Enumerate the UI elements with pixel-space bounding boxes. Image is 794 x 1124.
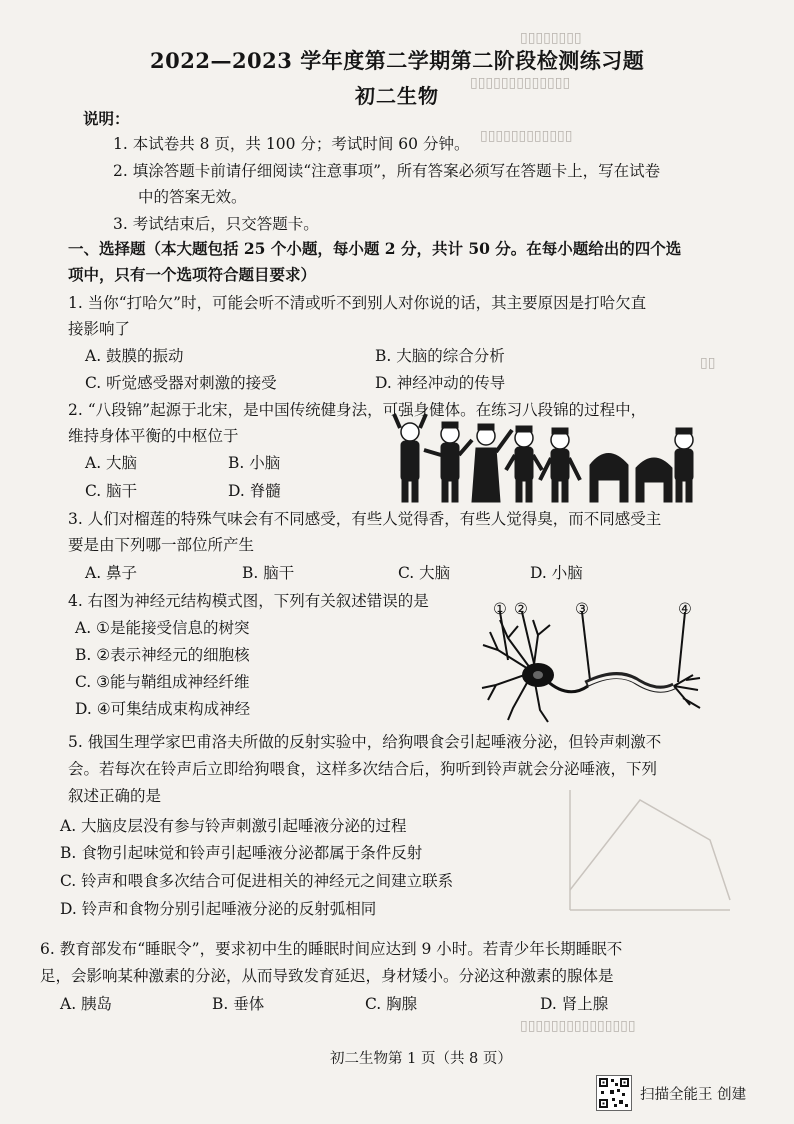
q4-option-a: A. ①是能接受信息的树突 (75, 619, 250, 637)
q1-option-c: C. 听觉感受器对刺激的接受 (85, 374, 277, 392)
scanner-watermark: 扫描全能王 创建 (640, 1087, 747, 1103)
q6-option-a: A. 胰岛 (60, 995, 113, 1013)
q1-option-b: B. 大脑的综合分析 (375, 347, 505, 365)
instruction-1: 1. 本试卷共 8 页，共 100 分；考试时间 60 分钟。 (113, 135, 470, 153)
instruction-3: 3. 考试结束后，只交答题卡。 (113, 215, 319, 233)
q5-option-c: C. 铃声和喂食多次结合可促进相关的神经元之间建立联系 (60, 872, 454, 890)
q4-stem: 4. 右图为神经元结构模式图，下列有关叙述错误的是 (68, 592, 429, 610)
q1-stem-cont: 接影响了 (68, 320, 131, 338)
q3-stem: 3. 人们对榴莲的特殊气味会有不同感受，有些人觉得香，有些人觉得臭，而不同感受主 (68, 510, 662, 528)
section-heading-cont: 项中，只有一个选项符合题目要求） (68, 265, 317, 284)
subject-title: 初二生物 (355, 84, 439, 108)
instructions-label: 说明： (83, 109, 130, 128)
qr-code-icon (596, 1075, 632, 1111)
q2-option-d: D. 脊髓 (228, 482, 281, 500)
q5-option-b: B. 食物引起味觉和铃声引起唾液分泌都属于条件反射 (60, 844, 423, 862)
q4-option-d: D. ④可集结成束构成神经 (75, 700, 251, 718)
q4-option-c: C. ③能与鞘组成神经纤维 (75, 673, 250, 691)
q2-option-c: C. 脑干 (85, 482, 138, 500)
instruction-2-cont: 中的答案无效。 (138, 188, 247, 206)
neuron-label-1: ① (493, 600, 507, 618)
q3-option-d: D. 小脑 (530, 564, 583, 582)
page-footer: 初二生物第 1 页（共 8 页） (330, 1051, 512, 1067)
exam-title: 2022—2023 学年度第二学期第二阶段检测练习题 (150, 48, 645, 73)
baduanjin-figures-illustration (388, 410, 698, 510)
q2-option-a: A. 大脑 (85, 454, 138, 472)
q2-stem-cont: 维持身体平衡的中枢位于 (68, 427, 239, 445)
q5-option-d: D. 铃声和食物分别引起唾液分泌的反射弧相同 (60, 900, 377, 918)
section-heading: 一、选择题（本大题包括 25 个小题，每小题 2 分，共计 50 分。在每小题给出的四个选 (68, 239, 682, 258)
q3-option-c: C. 大脑 (398, 564, 451, 582)
q5-stem-cont2: 叙述正确的是 (68, 787, 162, 805)
q1-option-a: A. 鼓膜的振动 (85, 347, 184, 365)
q3-stem-cont: 要是由下列哪一部位所产生 (68, 536, 255, 554)
q3-option-a: A. 鼻子 (85, 564, 138, 582)
q3-option-b: B. 脑干 (242, 564, 295, 582)
bleed-through: ▯▯▯▯▯▯▯▯▯▯▯▯▯ (470, 75, 571, 91)
q6-option-c: C. 胸腺 (365, 995, 418, 1013)
q6-stem: 6. 教育部发布“睡眠令”，要求初中生的睡眠时间应达到 9 小时。若青少年长期睡眠不 (40, 940, 623, 958)
q5-option-a: A. 大脑皮层没有参与铃声刺激引起唾液分泌的过程 (60, 817, 407, 835)
neuron-label-3: ③ (575, 600, 589, 618)
bleed-through: ▯▯▯▯▯▯▯▯ (520, 30, 582, 46)
q1-stem: 1. 当你“打哈欠”时，可能会听不清或听不到别人对你说的话，其主要原因是打哈欠直 (68, 294, 647, 312)
q5-stem: 5. 俄国生理学家巴甫洛夫所做的反射实验中，给狗喂食会引起唾液分泌，但铃声刺激不 (68, 733, 662, 751)
q2-option-b: B. 小脑 (228, 454, 281, 472)
bleed-through-graph (560, 780, 740, 920)
q5-stem-cont: 会。若每次在铃声后立即给狗喂食，这样多次结合后，狗听到铃声就会分泌唾液，下列 (68, 760, 658, 778)
q6-option-b: B. 垂体 (212, 995, 265, 1013)
neuron-diagram (478, 590, 708, 725)
q1-option-d: D. 神经冲动的传导 (375, 374, 506, 392)
bleed-through: ▯▯ (700, 355, 716, 371)
neuron-label-2: ② (514, 600, 528, 618)
q6-stem-cont: 足，会影响某种激素的分泌，从而导致发育延迟，身材矮小。分泌这种激素的腺体是 (40, 967, 614, 985)
q6-option-d: D. 肾上腺 (540, 995, 609, 1013)
instruction-2: 2. 填涂答题卡前请仔细阅读“注意事项”，所有答案必须写在答题卡上，写在试卷 (113, 162, 661, 180)
q2-stem: 2. “八段锦”起源于北宋，是中国传统健身法，可强身健体。在练习八段锦的过程中， (68, 401, 647, 419)
bleed-through: ▯▯▯▯▯▯▯▯▯▯▯▯ (480, 128, 573, 144)
bleed-through: ▯▯▯▯▯▯▯▯▯▯▯▯▯▯▯ (520, 1018, 636, 1034)
neuron-label-4: ④ (678, 600, 692, 618)
q4-option-b: B. ②表示神经元的细胞核 (75, 646, 250, 664)
